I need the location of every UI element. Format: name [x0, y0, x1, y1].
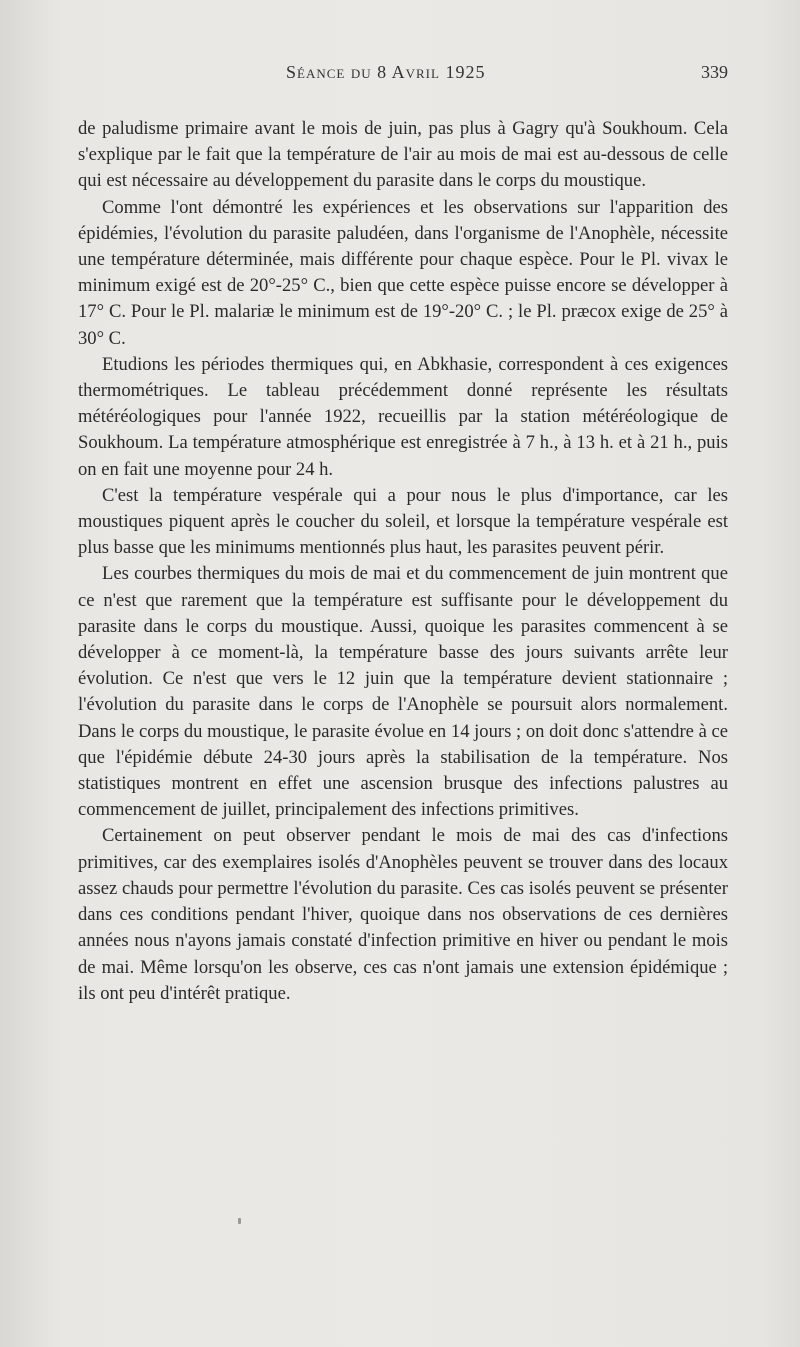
paragraph-5: Les courbes thermiques du mois de mai et du commencement de juin montrent que ce n'est que rarement que la température est suffisante pour le développement du parasite dans le corps du moustique. Aussi, quoique les parasites commencent à se développer à ce moment-là, la température basse des jours suivants arrête leur évolution. Ce n'est que vers le 12 juin que la température devient stationnaire ; l'évolution du parasite dans le corps de l'Anophèle se poursuit alors normalement. Dans le corps du moustique, le parasite évolue en 14 jours ; on doit donc s'attendre à ce que l'épidémie débute 24-30 jours après la stabilisation de la température. Nos statistiques montrent en effet une ascension brusque des infections palustres au commencement de juillet, principalement des infections primitives. [78, 563, 728, 821]
page-number: 339 [701, 62, 728, 82]
page-header [0, 62, 800, 92]
print-speck [238, 1218, 241, 1224]
paragraph-6: Certainement on peut observer pendant le mois de mai des cas d'infections primitives, car des exemplaires isolés d'Anophèles peuvent se trouver dans des locaux assez chauds pour permettre l'évolution du parasite. Ces cas isolés peuvent se présenter dans ces conditions pendant l'hiver, quoique dans nos observations de ces dernières années nous n'ayons jamais constaté d'infection primitive en hiver ou pendant le mois de mai. Même lorsqu'on les observe, ces cas n'ont jamais une extension épidémique ; ils ont peu d'intérêt pratique. [78, 825, 728, 1004]
paragraph-2: Comme l'ont démontré les expériences et les observations sur l'apparition des épidémies, l'évolution du parasite paludéen, dans l'organisme de l'Anophèle, nécessite une température déterminée, mais différente pour chaque espèce. Pour le Pl. vivax le minimum exigé est de 20°-25° C., bien que cette espèce puisse encore se développer à 17° C. Pour le Pl. malariæ le minimum est de 19°-20° C. ; le Pl. præcox exige de 25° à 30° C. [78, 196, 728, 349]
body-text [78, 116, 728, 1007]
paragraph-4: C'est la température vespérale qui a pour nous le plus d'importance, car les moustiques piquent après le coucher du soleil, et lorsque la température vespérale est plus basse que les minimums mentionnés plus haut, les parasites peuvent périr. [78, 484, 728, 559]
paragraph-3: Etudions les périodes thermiques qui, en Abkhasie, correspondent à ces exigences thermométriques. Le tableau précédemment donné représente les résultats météréologiques pour l'année 1922, recueillis par la station météréologique de Soukhoum. La température atmosphérique est enregistrée à 7 h., à 13 h. et à 21 h., puis on en fait une moyenne pour 24 h. [78, 353, 728, 480]
paragraph-1: de paludisme primaire avant le mois de juin, pas plus à Gagry qu'à Soukhoum. Cela s'explique par le fait que la température de l'air au mois de mai est au-dessous de celle qui est nécessaire au développement du parasite dans le corps du moustique. [78, 118, 728, 192]
running-title: Séance du 8 Avril 1925 [286, 62, 486, 82]
